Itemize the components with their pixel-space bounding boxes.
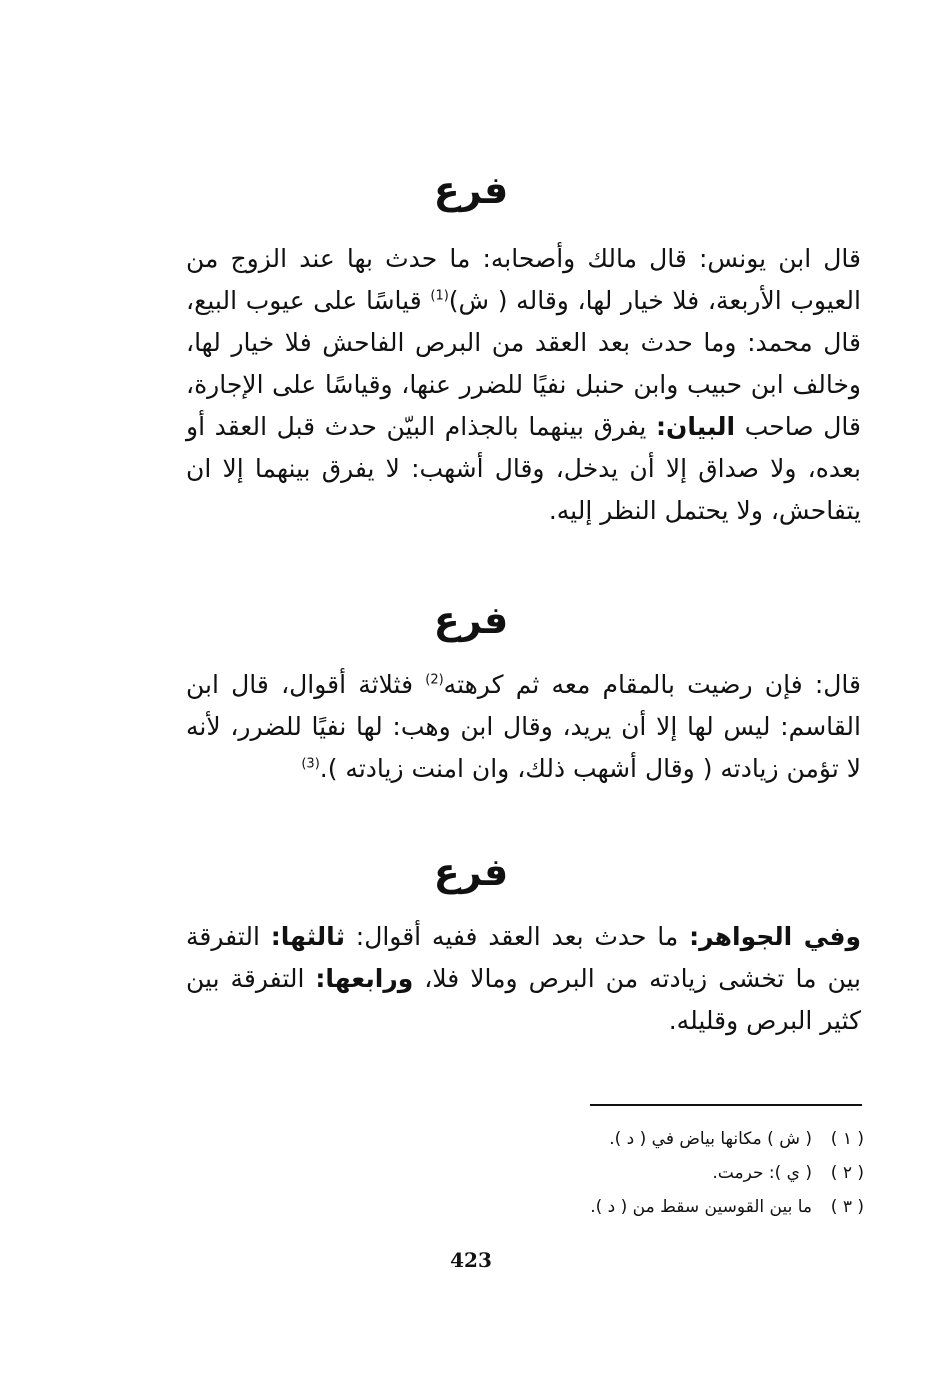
- section-paragraph-3: [186, 916, 861, 1042]
- bold-term: وفي الجواهر:: [689, 922, 861, 951]
- paragraph-text: التفرقة بين ما تخشى زيادته من البرص ومالا فلا،: [186, 922, 861, 993]
- footnote-text: ما بين القوسين سقط من ( د ).: [590, 1197, 812, 1217]
- section-paragraph-1: [186, 238, 861, 532]
- bold-term: ورابعها:: [315, 964, 414, 993]
- footnote-number: ( ٣ ): [830, 1197, 864, 1217]
- paragraph-text: قياسًا على عيوب البيع، قال محمد: وما حدث بعد العقد من البرص الفاحش فلا خيار لها، وخالف ابن حبيب وابن حنبل نفيًا للضرر عنها، وقياسًا على الإجارة، قال صاحب: [186, 286, 861, 441]
- paragraph-text: قال ابن يونس: قال مالك وأصحابه: ما حدث بها عند الزوج من العيوب الأربعة، فلا خيار لها، وقاله ( ش): [186, 244, 861, 315]
- section-paragraph-2: [186, 664, 861, 790]
- footnote-text: ( ي ): حرمت.: [712, 1163, 812, 1183]
- footnote-ref-1: (1): [430, 288, 449, 304]
- footnote-text: ( ش ) مكانها بياض في ( د ).: [609, 1129, 812, 1149]
- paragraph-text: يفرق بينهما بالجذام البيّن حدث قبل العقد أو بعده، ولا صداق إلا أن يدخل، وقال أشهب: لا يفرق بينهما إلا ان يتفاحش، ولا يحتمل النظر إليه.: [186, 412, 861, 525]
- footnote-item: [364, 1190, 864, 1224]
- bold-term: ثالثها:: [270, 922, 345, 951]
- paragraph-text: فثلاثة أقوال، قال ابن القاسم: ليس لها إلا أن يريد، وقال ابن وهب: لها نفيًا للضرر، لأنه لا تؤمن زيادته ( وقال أشهب ذلك، وان امنت زيادته ).: [186, 670, 861, 783]
- footnotes: [364, 1122, 864, 1224]
- footnote-ref-2: (2): [425, 672, 444, 688]
- footnote-number: ( ١ ): [830, 1129, 864, 1149]
- page-number: 423: [450, 1248, 492, 1272]
- section-heading-3: فرع: [433, 850, 509, 894]
- paragraph-text: التفرقة بين كثير البرص وقليله.: [186, 964, 861, 1035]
- section-heading-2: فرع: [433, 598, 509, 642]
- footnote-ref-3: (3): [301, 756, 320, 772]
- section-heading-1: فرع: [433, 168, 509, 212]
- paragraph-text: قال: فإن رضيت بالمقام معه ثم كرهته: [443, 670, 862, 699]
- footnote-separator: [590, 1104, 862, 1106]
- footnote-item: [364, 1156, 864, 1190]
- bold-term: البيان:: [656, 412, 736, 441]
- footnote-number: ( ٢ ): [830, 1163, 864, 1183]
- footnote-item: [364, 1122, 864, 1156]
- paragraph-text: ما حدث بعد العقد ففيه أقوال:: [344, 922, 690, 951]
